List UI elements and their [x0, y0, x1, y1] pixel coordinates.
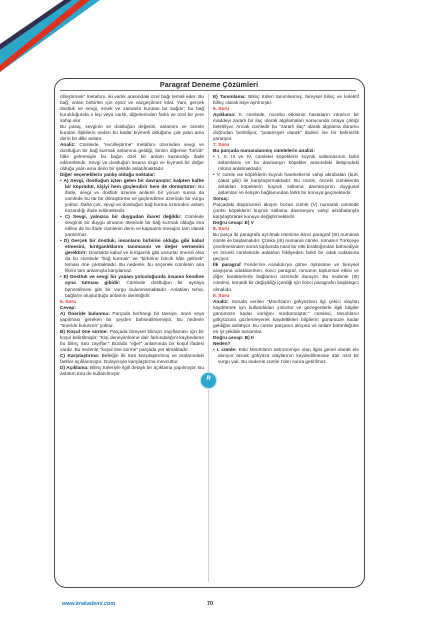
column-divider: [208, 94, 209, 582]
item-text: Parçada bireysel bilinçin zayıflaması için bir koşul belirtilmiştir: “Kişi deneyimlerine dair farkındalığını kaybederse bu bilinç türü zayıflar.” Burada “eğer” anlamında bir koşul ifadesi vardır. Bu nedenle “koşul öne sürme” parçada yer almaktadır.: [60, 329, 204, 353]
bullet-dot: •: [60, 215, 65, 221]
bullet-item: [213, 348, 359, 366]
page-number: 70: [207, 601, 213, 607]
item-text: Cümlede, “evcilleştirme” metaforu üzerinden sevgi ve dostluğun bir bağ kurmak anlamına geldiği, birinin diğerine “biricik” hâle gelmesiyle bu bağın özel bir anlam kazandığı ifade edilmektedir. Sevgi ve dostluğun insana özgü ve kıymetli bir değer olduğu yalın ama derin bir şekilde anlatılmaktadır.: [60, 143, 204, 173]
item-text: II. cümlede, nocebo etkisinin hastaların zararsız bir maddeyi zararlı bir ilaç olarak algılamaları sonucunda ortaya çıktığı belirtiliyor. Ancak cümlede bu “zararlı ilaç” olarak algılama durumu doğrudan belirtiliyor, “potansiyel olarak” ifadesi ise bir belirsizlik yaratıyor.: [213, 113, 359, 143]
labeled-paragraph: [60, 312, 204, 330]
bullet-item: [213, 155, 359, 173]
item-label: Analiz:: [60, 143, 76, 149]
paragraph: Parçadaki düşüncenin akışını bozan cümle (V) numaralı cümledir çünkü köpeklerin kuyruk sallama davranışını vahşi akrabalarıyla karşılaştırarak konuyu değiştirmektedir.: [213, 203, 359, 221]
bold-line: Bu parçada numaralanmış cümlelerin analizi:: [213, 149, 315, 155]
item-text: Feride’nin Anadolu’ya gitme öyküsüne ve bireysel arayışına odaklanırken, ikinci paragraf, romanın toplumsal etkisi ve diğer karakterlerle bağlantısı üzerinde duruyor. Bu nedenle (III) cümlesi, tematik bir değişikliği içerdiği için ikinci paragrafın başlangıcı olmalıdır.: [213, 263, 360, 293]
bullet-dot: •: [60, 239, 64, 245]
bullet-item: [60, 179, 204, 215]
paragraph: Bu pasaj, sevginin ve dostluğun değerini, anlamını ve özenle kurulan ilişkilerin neden bu kadar kıymetli olduğunu çok yalın ama derin bir dille anlatır.: [60, 125, 204, 143]
footer-website: www.krakademi.com: [62, 601, 116, 607]
bold-line: Cevap:: [60, 305, 76, 311]
bullet-dot: •: [213, 173, 217, 179]
question-heading: 5. Soru: [60, 299, 77, 305]
item-label: E) Tanımlama:: [213, 95, 247, 100]
bullet-dot: •: [213, 155, 218, 161]
bullet-item: [60, 275, 204, 299]
labeled-paragraph: [60, 366, 204, 378]
item-text: Eski Mısırlıların astronomiye olan ilgisi genel olarak ele alınıyor ancak gökyüzü olaylarının kaydedilmesine dair özel bir vurgu yok. Bu nedenle cümle I’den sonra getirilmez.: [218, 347, 359, 365]
item-text: V. cümle ise köpeklerin kuyruk hareketlerini vahşi akrabaları (kurt, çakal gibi) ile karşılaştırmaktadır. Bu cümle, önceki cümlelerde anlatılan köpeklerin kuyruk sallama davranışının duygusal anlamları ve iletişim bağlamından farklı bir konuya geçmektedir.: [216, 173, 360, 197]
item-label: Analiz:: [213, 299, 229, 305]
question-heading: 9. Soru: [213, 293, 230, 299]
bullet-item: [213, 173, 359, 197]
item-text: I, II, III ve IV. cümleler köpeklerin kuyruk sallamasının farklı anlamlarını ve bu davranışın köpekler arasındaki iletişimdeki rolünü anlatmaktadır.: [217, 155, 360, 173]
title-divider: [60, 90, 356, 91]
item-text: Cümlede sevginin bir duygu olmanın ötesinde bir bağ kurmak olduğu ima edilse de bu ifade cümlenin derin ve kapsamlı mesajını tam olarak yansıtmaz.: [65, 215, 204, 239]
item-label: İlk paragraf: [213, 263, 241, 269]
labeled-paragraph: [213, 95, 359, 107]
bold-line: Sonuç:: [213, 197, 230, 203]
item-text: Bilinç türleriyle ilgili detaylı bir açıklama yapılmıştır. Bu anlatım türü de kullanılmıştır.: [60, 365, 204, 377]
item-text: Belleğin iki türü karşılaştırılmış ve aralarındaki farklar açıklanmıştır. Dolayısıyla karşılaştırma mevcuttur.: [60, 353, 204, 365]
item-label: D) Açıklama:: [60, 365, 89, 371]
bold-line: Doğru cevap: B) II: [213, 335, 254, 341]
labeled-paragraph: [60, 143, 204, 173]
right-column: [213, 95, 359, 366]
item-label: I. cümle:: [216, 347, 237, 353]
item-label: Açıklama:: [213, 113, 236, 119]
item-text: Bilinç türleri tanımlanmış, bireysel bilinç ve kolektif bilinç olarak ikiye ayrılmıştır.: [213, 95, 359, 107]
logo-letter: R: [206, 376, 211, 382]
item-text: Soruda verilen “Mısırlıların gökyüzünü ilgi çekici olayları kaydetmek için kullandıkları yıldızlar ve gezegenlerle ilgili bilgiler günümüze kadar varlığını sürdürmüştür.” cümlesi, Mısırlıların gökyüzünü gözlemleyerek kaydettikleri bilgilerin günümüze kadar geldiğini anlatıyor. Bu cümle parçanın akışına ve anlam bütünlüğüne en iyi şekilde tamamlar.: [213, 299, 359, 335]
labeled-paragraph: [60, 354, 204, 366]
item-text: Dostlukta kabul ve kırılganlık gibi unsurlar önemli olsa da bu cümlede “bağ kurmak” ve “birbirine biricik hâle gelmek” teması öne çıkmaktadır. Bu nedenle, bu seçenek cümlenin ana fikrini tam anlamıyla karşılamaz.: [65, 251, 204, 275]
paragraph: Bu parça iki paragrafa ayrılmak istenirse ikinci paragraf (III) numaralı cümle ile başlamalıdır. Çünkü (III) numaralı cümle, romanın Türkçeye çevrilmesinden sonra toplumda nasıl bir etki bıraktığından bahsediyor ve önceki cümlelerde anlatılan hikâyeden farklı bir odak noktasına geçiyor.: [213, 233, 360, 263]
bullet-dot: •: [60, 275, 64, 281]
page-title: Paragraf Deneme Çözümleri: [159, 80, 259, 89]
publisher-logo-icon: [201, 373, 216, 388]
bullet-item: [60, 215, 204, 239]
question-heading: 7. Soru: [213, 143, 230, 149]
bullet-dot: •: [60, 179, 64, 185]
bold-line: Neden?: [213, 341, 231, 347]
item-text: Bu ifade, sevgi ve dostluk üzerine anlamlı bir yorum sunsa da cümlede bu tür bir dönüştürme ve güçlendirme üzerinde bir vurgu yoktur. Daha çok, sevgi ve dostluğun bağ kurma üzerinden anlam kazandığı ifade edilmektedir.: [65, 185, 204, 215]
corner-decoration: [0, 0, 421, 72]
item-label: A) Sevgi, dostluğun içten gelen bir davranıştır; kalpten kalbe bir köprüdür, kişiyi hem güçlendirir hem de dönüştürür:: [63, 179, 204, 191]
left-column: [60, 95, 204, 378]
item-label: D) Gerçek bir dostluk, insanların birbirini olduğu gibi kabul etmesini, kırılganlıklarını tanımasını ve değer vermesini gerektirir:: [63, 239, 204, 257]
paragraph: cilleştirmek” metaforu, iki varlık arasındaki özel bağı temsil eder. Bu bağ, onları birbirleri için eşsiz ve vazgeçilmez kılar. Yani, gerçek dostluk ve sevgi, emek ve zamanla kurulan bir bağdır; bu bağ kurulduğunda o kişi veya varlık, diğerlerinden farklı ve özel bir yere sahip olur.: [60, 95, 204, 125]
item-label: B) Koşul öne sürme:: [60, 329, 108, 335]
labeled-paragraph: [213, 113, 359, 143]
bold-line: Doğru cevap: E) V: [213, 221, 254, 227]
question-heading: 6. Soru: [213, 107, 230, 113]
bullet-item: [60, 239, 204, 275]
labeled-paragraph: [60, 330, 204, 354]
item-label: C) Karşılaştırma:: [60, 353, 100, 359]
labeled-paragraph: [213, 300, 359, 336]
bullet-dot: •: [213, 347, 217, 353]
item-label: A) Öneride bulunma:: [60, 311, 110, 317]
item-label: C) Sevgi, yalnızca bir duygudan ibaret değildir:: [64, 215, 182, 221]
item-text: Cümlede dostluğun bir aynaya benzetilmesi gibi bir vurgu bulunmamaktadır. Anlatılan tema, bağların oluşturduğu anlamın derinliğidir.: [65, 281, 205, 299]
bold-line: Diğer seçeneklerin yanlış olduğu noktalar:: [60, 173, 156, 179]
item-label: E) Dostluk ve sevgi bir yaşam yolculuğunda insanın kendine ayna tutması gibidir:: [63, 275, 205, 287]
item-text: Parçada herhangi bir tavsiye, öneri veya yapılması gereken bir şeyden bahsedilmemiştir. Bu nedenle “öneride bulunma” yoktur.: [60, 311, 204, 329]
question-heading: 8. Soru: [213, 227, 230, 233]
labeled-paragraph: [213, 263, 359, 293]
